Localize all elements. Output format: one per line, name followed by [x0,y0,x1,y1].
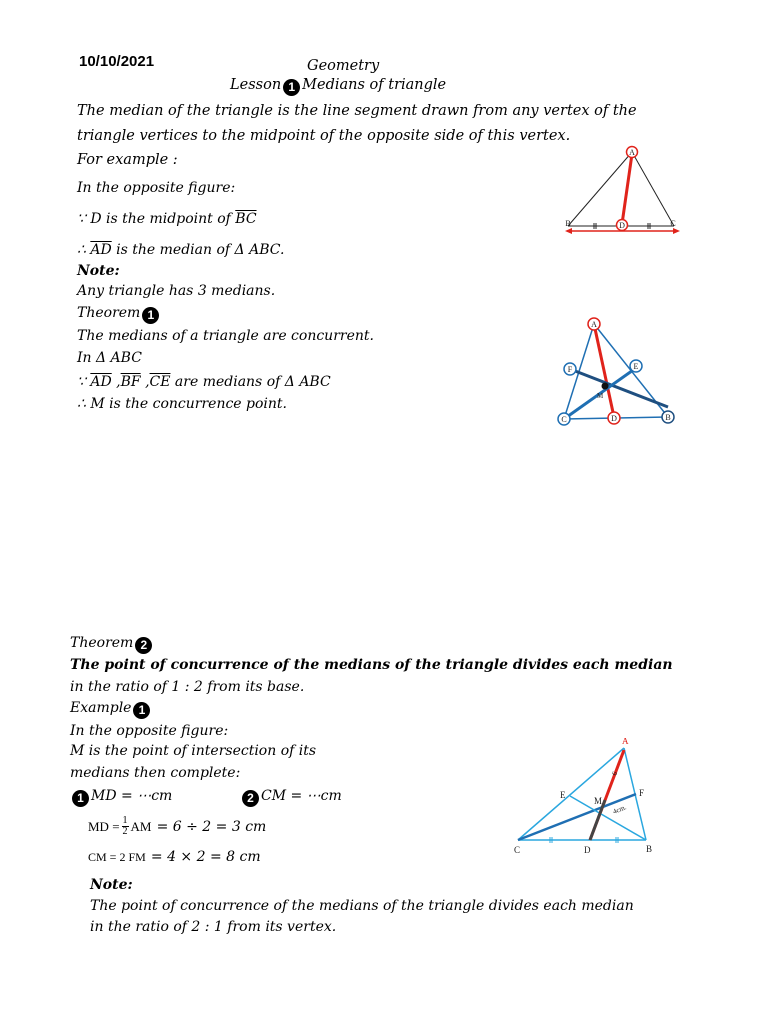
note-2-title: Note: [90,877,133,893]
label-a: A [629,148,635,157]
point-m [602,383,609,390]
example-1-label: Example [70,700,132,716]
m-intersection-line-1: M is the point of intersection of its [70,743,317,759]
label-c: C [670,219,676,228]
answer-2-result: = 4 × 2 = 8 cm [150,849,261,865]
label-a: A [622,738,629,746]
length-4cm-label: 4cm. [611,803,628,816]
answer-1-result: = 6 ÷ 2 = 3 cm [156,819,267,835]
theorem-2-line-1: The point of concurrence of the medians of the triangle divides each median [70,657,673,673]
label-b: B [665,413,671,422]
lesson-title [230,77,446,96]
lesson-number-badge: 1 [283,79,300,96]
label-c: C [514,845,521,855]
label-a: A [591,320,597,329]
because-symbol: ∵ [77,374,91,390]
comma-1: , [111,374,121,390]
theorem-2-label: Theorem [70,635,134,651]
result-concurrence: ∴ M is the concurrence point. [77,396,287,412]
label-d: D [611,414,617,423]
median-ad [594,324,614,417]
answer-2-lhs: CM = 2 FM [88,850,146,864]
label-m: M [597,392,604,400]
given-midpoint [77,211,257,227]
label-d: D [619,221,625,230]
arrow-right-icon [673,228,680,234]
label-c: C [561,415,567,424]
note-2-line-1: The point of concurrence of the medians of the triangle divides each median [90,898,634,914]
theorem-2-line-2: in the ratio of 1 : 2 from its base. [70,679,305,695]
given-midpoint-text: ∵ D is the midpoint of [77,211,236,227]
answer-1 [88,816,266,837]
label-e: E [560,790,566,800]
figure-1-median-diagram [556,140,686,240]
label-b: B [646,844,653,854]
result-median [77,242,284,258]
fraction-one-half [122,816,129,837]
label-m: M [594,796,603,806]
note-2-line-2: in the ratio of 2 : 1 from its vertex. [90,919,337,935]
side-ac [632,152,674,226]
median-bf [570,369,668,407]
given-medians-text: are medians of Δ ABC [170,374,331,390]
theorem-1-badge: 1 [142,307,159,324]
arrow-left-icon [565,228,572,234]
therefore-symbol: ∴ [77,242,91,258]
example-1-badge: 1 [133,702,150,719]
subject-title: Geometry [307,58,380,74]
label-f: F [639,788,645,798]
segment-ce: $\overline{CE}$ [149,374,171,390]
label-f: F [567,365,573,374]
answer-1-am: AM [130,819,152,834]
question-1 [70,788,172,807]
date: 10/10/2021 [79,53,155,70]
question-1-badge: 1 [72,790,89,807]
example-1-heading [70,700,152,719]
theorem-1-label: Theorem [77,305,141,321]
label-b: B [565,219,571,228]
segment-bc: $\overline{BC}$ [235,211,257,227]
result-median-text: is the median of Δ ABC. [111,242,285,258]
answer-1-lhs: MD = [88,819,120,834]
figure-2-concurrent-medians [548,312,684,430]
note-1-title: Note: [77,263,120,279]
comma-2: , [140,374,150,390]
segment-ad: $\overline{AD}$ [90,242,112,258]
given-medians [77,374,331,390]
theorem-2-badge: 2 [135,637,152,654]
length-6-label: 6 [610,770,620,777]
question-2-badge: 2 [242,790,259,807]
label-d: D [584,845,591,855]
segment-ad-2: $\overline{AD}$ [90,374,112,390]
opposite-figure-text-2: In the opposite figure: [70,723,229,739]
question-2-text: CM = ⋯cm [261,788,342,804]
question-1-text: MD = ⋯cm [91,788,173,804]
m-intersection-line-2: medians then complete: [70,765,241,781]
figure-3-example-diagram [510,738,660,860]
median-be [570,796,646,840]
theorem-2-heading [70,635,154,654]
definition-line-2: triangle vertices to the midpoint of the opposite side of this vertex. [77,128,571,144]
answer-2 [88,846,261,865]
example-intro: For example : [77,152,178,168]
theorem-1-heading [77,305,161,324]
opposite-figure-text-1: In the opposite figure: [77,180,236,196]
question-2 [240,788,342,807]
segment-md [590,800,605,840]
label-e: E [633,362,639,371]
definition-line-1: The median of the triangle is the line segment drawn from any vertex of the [77,103,637,119]
in-triangle-abc: In Δ ABC [77,350,142,366]
fraction-numerator: 1 [122,815,128,826]
theorem-1-text: The medians of a triangle are concurrent. [77,328,374,344]
median-ad [622,154,632,224]
fraction-denominator: 2 [122,826,128,837]
note-1-text: Any triangle has 3 medians. [77,283,276,299]
segment-bf: $\overline{BF}$ [120,374,141,390]
lesson-name: Medians of triangle [302,77,447,93]
lesson-prefix: Lesson [230,77,282,93]
